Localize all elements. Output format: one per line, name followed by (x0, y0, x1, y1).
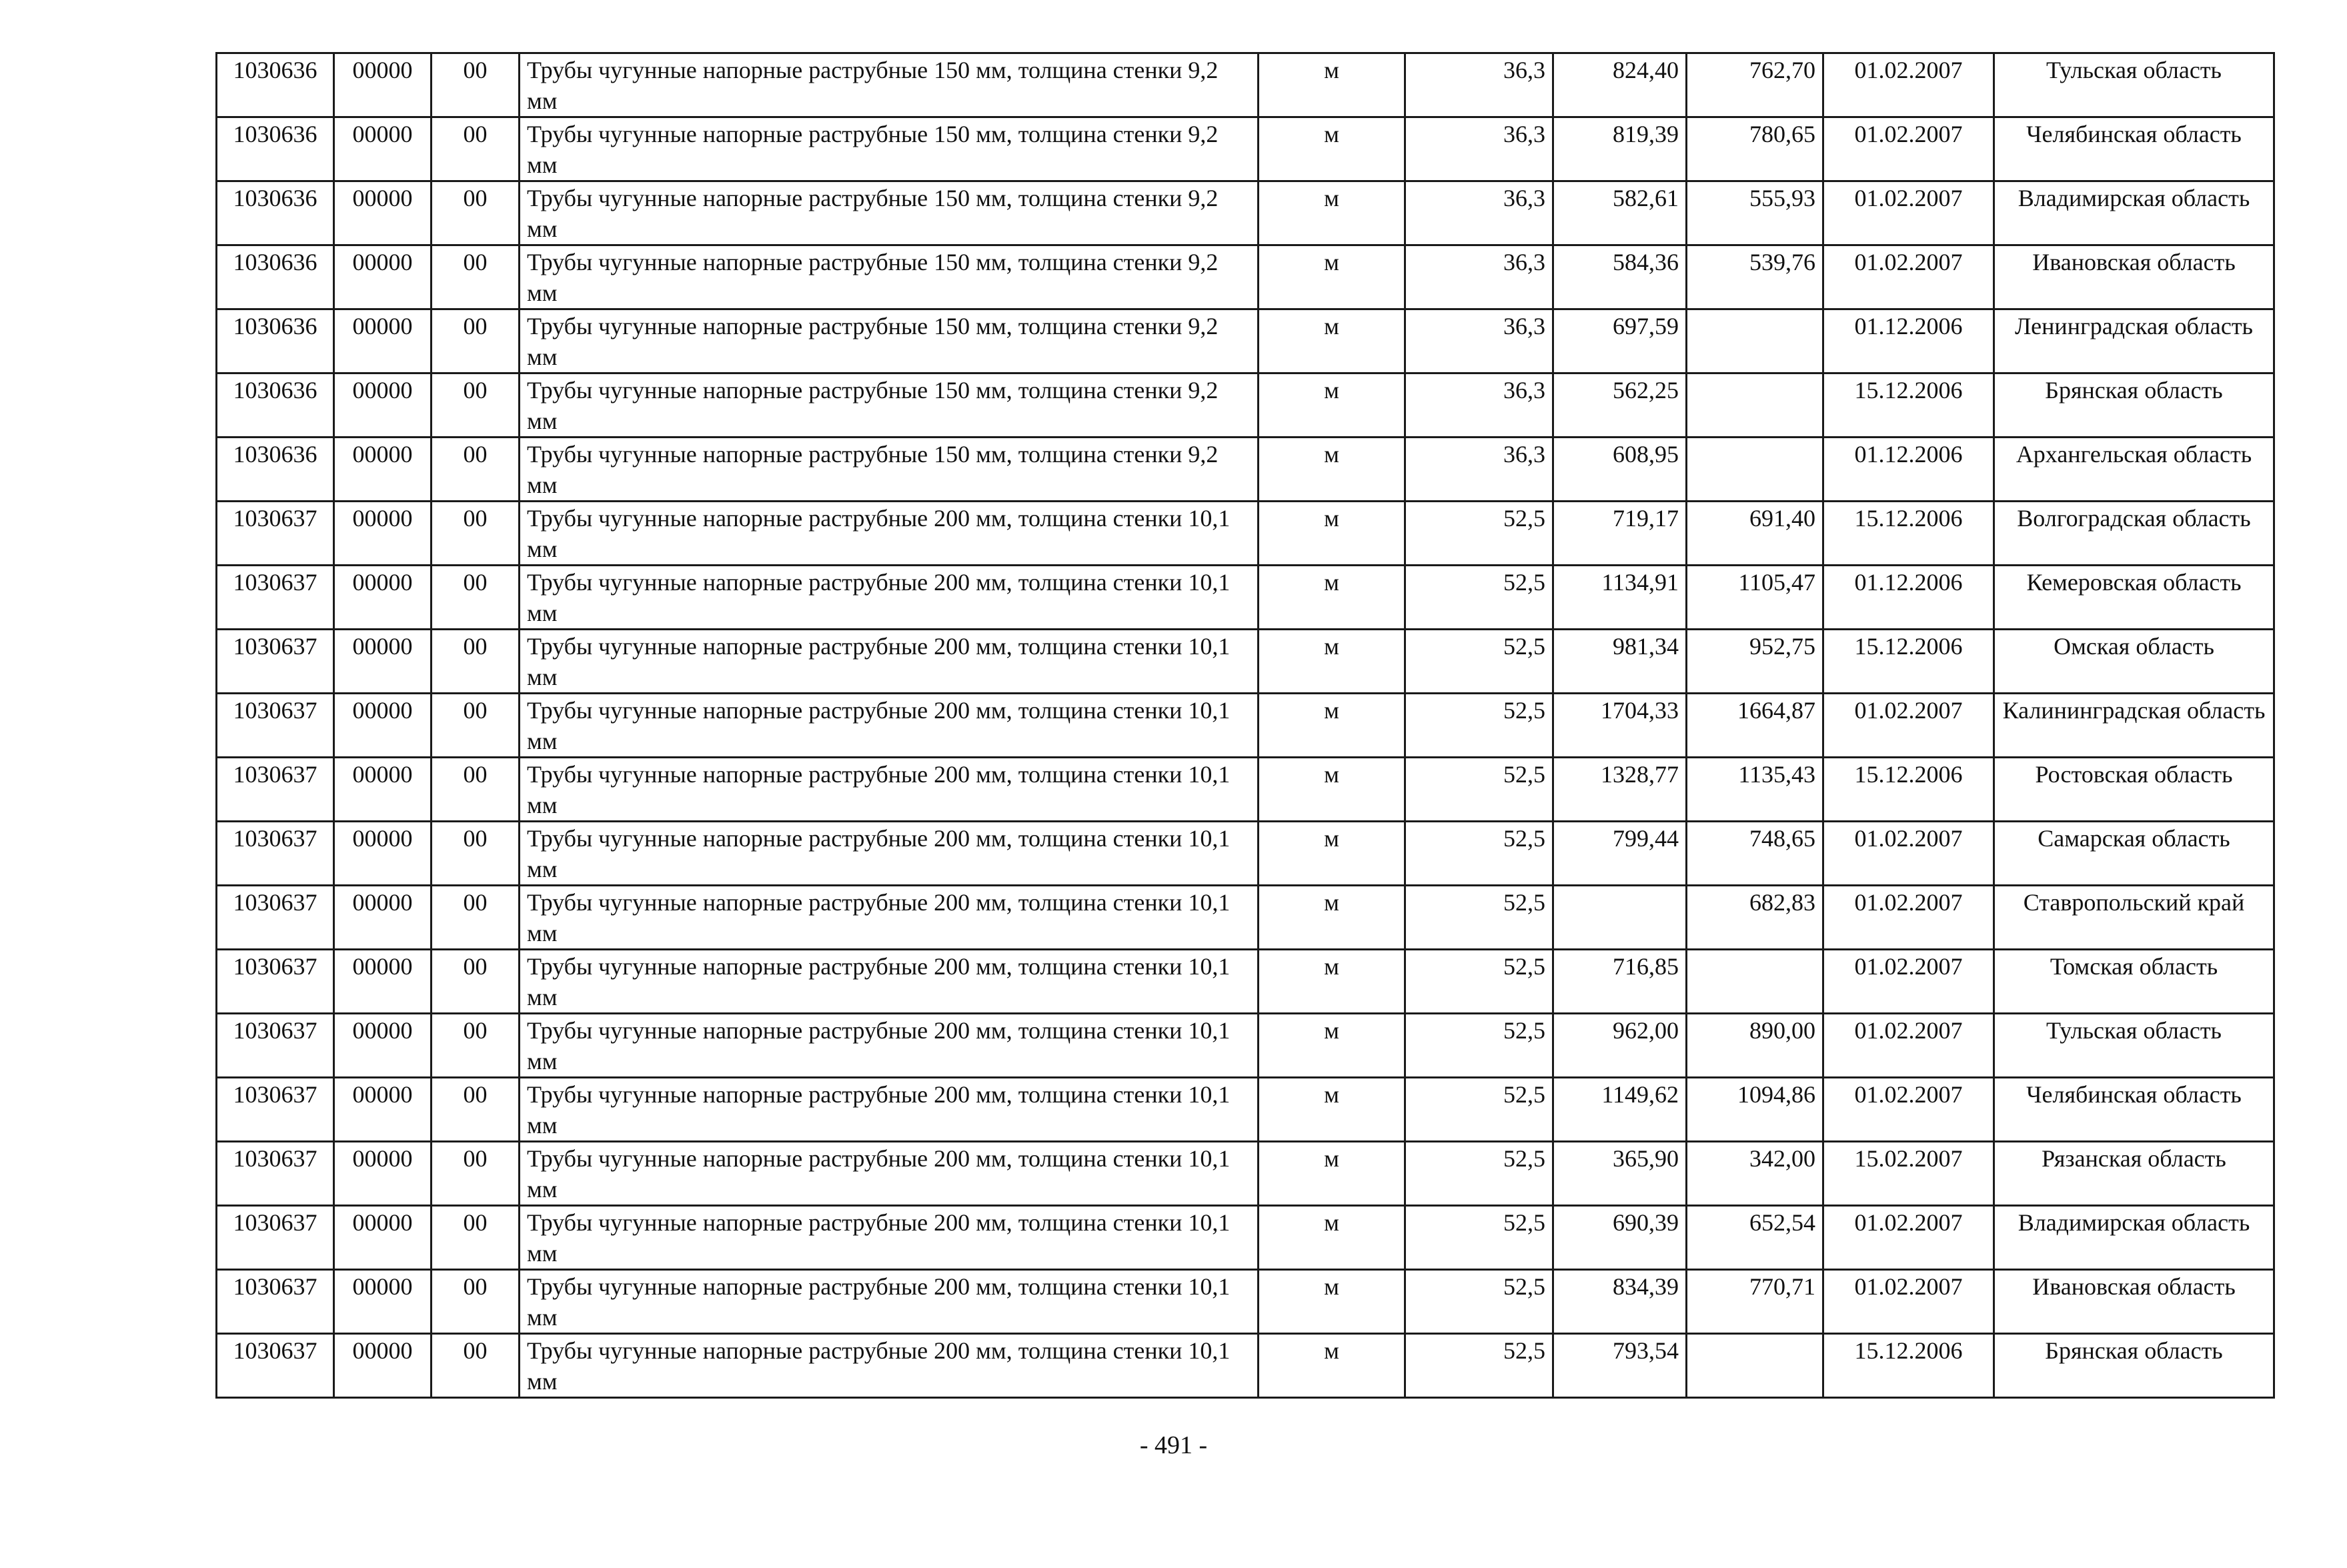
price-1-cell: 697,59 (1553, 309, 1687, 373)
product-code-cell: 1030636 (217, 53, 334, 117)
sub-code-cell: 00000 (334, 950, 432, 1014)
price-2-cell (1687, 1334, 1823, 1398)
table-body (217, 53, 2274, 1398)
table-row (217, 694, 2274, 758)
price-1-cell: 1328,77 (1553, 758, 1687, 822)
unit-cell: м (1259, 566, 1405, 630)
weight-cell: 36,3 (1405, 53, 1553, 117)
unit-cell: м (1259, 758, 1405, 822)
date-cell: 15.12.2006 (1823, 502, 1994, 566)
price-2-cell: 1105,47 (1687, 566, 1823, 630)
product-name-cell: Трубы чугунные напорные раструбные 150 мм, толщина стенки 9,2 мм (520, 309, 1259, 373)
product-name-cell: Трубы чугунные напорные раструбные 150 мм, толщина стенки 9,2 мм (520, 373, 1259, 438)
sub-code-cell: 00000 (334, 1078, 432, 1142)
region-cell: Калининградская область (1994, 694, 2274, 758)
date-cell: 15.02.2007 (1823, 1142, 1994, 1206)
version-code-cell: 00 (432, 1014, 520, 1078)
table-row (217, 53, 2274, 117)
unit-cell: м (1259, 245, 1405, 309)
product-name-cell: Трубы чугунные напорные раструбные 200 мм, толщина стенки 10,1 мм (520, 886, 1259, 950)
table-row (217, 309, 2274, 373)
sub-code-cell: 00000 (334, 1014, 432, 1078)
version-code-cell: 00 (432, 373, 520, 438)
date-cell: 01.02.2007 (1823, 694, 1994, 758)
product-code-cell: 1030637 (217, 1142, 334, 1206)
table-row (217, 886, 2274, 950)
price-2-cell: 780,65 (1687, 117, 1823, 181)
weight-cell: 36,3 (1405, 309, 1553, 373)
unit-cell: м (1259, 502, 1405, 566)
price-1-cell: 819,39 (1553, 117, 1687, 181)
table-row (217, 1014, 2274, 1078)
price-1-cell: 582,61 (1553, 181, 1687, 245)
price-1-cell: 981,34 (1553, 630, 1687, 694)
region-cell: Ивановская область (1994, 1270, 2274, 1334)
sub-code-cell: 00000 (334, 438, 432, 502)
unit-cell: м (1259, 950, 1405, 1014)
weight-cell: 52,5 (1405, 566, 1553, 630)
price-1-cell: 365,90 (1553, 1142, 1687, 1206)
sub-code-cell: 00000 (334, 1206, 432, 1270)
weight-cell: 36,3 (1405, 373, 1553, 438)
price-2-cell (1687, 950, 1823, 1014)
product-code-cell: 1030637 (217, 950, 334, 1014)
sub-code-cell: 00000 (334, 566, 432, 630)
product-name-cell: Трубы чугунные напорные раструбные 200 мм, толщина стенки 10,1 мм (520, 1142, 1259, 1206)
region-cell: Архангельская область (1994, 438, 2274, 502)
unit-cell: м (1259, 1078, 1405, 1142)
region-cell: Самарская область (1994, 822, 2274, 886)
table-row (217, 1334, 2274, 1398)
version-code-cell: 00 (432, 950, 520, 1014)
date-cell: 01.12.2006 (1823, 309, 1994, 373)
price-2-cell (1687, 438, 1823, 502)
price-2-cell: 1094,86 (1687, 1078, 1823, 1142)
price-1-cell: 793,54 (1553, 1334, 1687, 1398)
region-cell: Владимирская область (1994, 1206, 2274, 1270)
unit-cell: м (1259, 1334, 1405, 1398)
version-code-cell: 00 (432, 630, 520, 694)
unit-cell: м (1259, 53, 1405, 117)
region-cell: Ивановская область (1994, 245, 2274, 309)
unit-cell: м (1259, 438, 1405, 502)
region-cell: Брянская область (1994, 1334, 2274, 1398)
product-code-cell: 1030636 (217, 181, 334, 245)
weight-cell: 52,5 (1405, 1142, 1553, 1206)
table-row (217, 181, 2274, 245)
date-cell: 15.12.2006 (1823, 1334, 1994, 1398)
table-row (217, 373, 2274, 438)
product-name-cell: Трубы чугунные напорные раструбные 200 мм, толщина стенки 10,1 мм (520, 694, 1259, 758)
sub-code-cell: 00000 (334, 502, 432, 566)
product-name-cell: Трубы чугунные напорные раструбные 200 мм, толщина стенки 10,1 мм (520, 630, 1259, 694)
price-2-cell: 691,40 (1687, 502, 1823, 566)
product-code-cell: 1030637 (217, 1206, 334, 1270)
region-cell: Тульская область (1994, 53, 2274, 117)
unit-cell: м (1259, 373, 1405, 438)
version-code-cell: 00 (432, 53, 520, 117)
price-1-cell: 799,44 (1553, 822, 1687, 886)
table-row (217, 1078, 2274, 1142)
price-2-cell: 1135,43 (1687, 758, 1823, 822)
product-name-cell: Трубы чугунные напорные раструбные 200 мм, толщина стенки 10,1 мм (520, 950, 1259, 1014)
unit-cell: м (1259, 1142, 1405, 1206)
weight-cell: 52,5 (1405, 1334, 1553, 1398)
version-code-cell: 00 (432, 181, 520, 245)
product-name-cell: Трубы чугунные напорные раструбные 200 мм, толщина стенки 10,1 мм (520, 1014, 1259, 1078)
region-cell: Кемеровская область (1994, 566, 2274, 630)
version-code-cell: 00 (432, 886, 520, 950)
date-cell: 01.02.2007 (1823, 117, 1994, 181)
weight-cell: 36,3 (1405, 245, 1553, 309)
price-1-cell (1553, 886, 1687, 950)
table-row (217, 822, 2274, 886)
weight-cell: 52,5 (1405, 886, 1553, 950)
product-code-cell: 1030637 (217, 1014, 334, 1078)
sub-code-cell: 00000 (334, 822, 432, 886)
date-cell: 01.02.2007 (1823, 886, 1994, 950)
date-cell: 15.12.2006 (1823, 630, 1994, 694)
date-cell: 15.12.2006 (1823, 758, 1994, 822)
table-row (217, 630, 2274, 694)
table-row (217, 438, 2274, 502)
region-cell: Ставропольский край (1994, 886, 2274, 950)
weight-cell: 36,3 (1405, 438, 1553, 502)
unit-cell: м (1259, 886, 1405, 950)
sub-code-cell: 00000 (334, 1270, 432, 1334)
unit-cell: м (1259, 1270, 1405, 1334)
sub-code-cell: 00000 (334, 245, 432, 309)
sub-code-cell: 00000 (334, 1142, 432, 1206)
price-2-cell: 770,71 (1687, 1270, 1823, 1334)
region-cell: Ростовская область (1994, 758, 2274, 822)
sub-code-cell: 00000 (334, 53, 432, 117)
sub-code-cell: 00000 (334, 1334, 432, 1398)
version-code-cell: 00 (432, 438, 520, 502)
unit-cell: м (1259, 1014, 1405, 1078)
date-cell: 15.12.2006 (1823, 373, 1994, 438)
page-number: - 491 - (1139, 1431, 1208, 1459)
unit-cell: м (1259, 181, 1405, 245)
region-cell: Рязанская область (1994, 1142, 2274, 1206)
product-name-cell: Трубы чугунные напорные раструбные 150 мм, толщина стенки 9,2 мм (520, 245, 1259, 309)
sub-code-cell: 00000 (334, 694, 432, 758)
region-cell: Челябинская область (1994, 117, 2274, 181)
price-1-cell: 690,39 (1553, 1206, 1687, 1270)
product-code-cell: 1030636 (217, 438, 334, 502)
product-name-cell: Трубы чугунные напорные раструбные 150 мм, толщина стенки 9,2 мм (520, 438, 1259, 502)
price-2-cell: 652,54 (1687, 1206, 1823, 1270)
product-name-cell: Трубы чугунные напорные раструбные 200 мм, толщина стенки 10,1 мм (520, 566, 1259, 630)
date-cell: 01.02.2007 (1823, 822, 1994, 886)
price-1-cell: 834,39 (1553, 1270, 1687, 1334)
sub-code-cell: 00000 (334, 309, 432, 373)
product-name-cell: Трубы чугунные напорные раструбные 200 мм, толщина стенки 10,1 мм (520, 1334, 1259, 1398)
weight-cell: 52,5 (1405, 1270, 1553, 1334)
date-cell: 01.02.2007 (1823, 1206, 1994, 1270)
version-code-cell: 00 (432, 502, 520, 566)
region-cell: Брянская область (1994, 373, 2274, 438)
unit-cell: м (1259, 1206, 1405, 1270)
sub-code-cell: 00000 (334, 117, 432, 181)
product-name-cell: Трубы чугунные напорные раструбные 200 мм, толщина стенки 10,1 мм (520, 758, 1259, 822)
weight-cell: 52,5 (1405, 758, 1553, 822)
weight-cell: 52,5 (1405, 822, 1553, 886)
version-code-cell: 00 (432, 117, 520, 181)
price-2-cell: 342,00 (1687, 1142, 1823, 1206)
price-2-cell: 539,76 (1687, 245, 1823, 309)
weight-cell: 52,5 (1405, 1078, 1553, 1142)
price-2-cell (1687, 309, 1823, 373)
product-code-cell: 1030637 (217, 758, 334, 822)
price-1-cell: 608,95 (1553, 438, 1687, 502)
unit-cell: м (1259, 630, 1405, 694)
unit-cell: м (1259, 309, 1405, 373)
price-1-cell: 562,25 (1553, 373, 1687, 438)
date-cell: 01.02.2007 (1823, 950, 1994, 1014)
product-code-cell: 1030636 (217, 117, 334, 181)
price-1-cell: 824,40 (1553, 53, 1687, 117)
product-code-cell: 1030637 (217, 1270, 334, 1334)
region-cell: Волгоградская область (1994, 502, 2274, 566)
product-name-cell: Трубы чугунные напорные раструбные 150 мм, толщина стенки 9,2 мм (520, 181, 1259, 245)
price-1-cell: 584,36 (1553, 245, 1687, 309)
sub-code-cell: 00000 (334, 758, 432, 822)
weight-cell: 52,5 (1405, 630, 1553, 694)
product-name-cell: Трубы чугунные напорные раструбные 200 мм, толщина стенки 10,1 мм (520, 1270, 1259, 1334)
price-2-cell: 682,83 (1687, 886, 1823, 950)
version-code-cell: 00 (432, 1142, 520, 1206)
price-2-cell (1687, 373, 1823, 438)
date-cell: 01.02.2007 (1823, 181, 1994, 245)
product-code-cell: 1030637 (217, 502, 334, 566)
date-cell: 01.02.2007 (1823, 53, 1994, 117)
table-row (217, 245, 2274, 309)
date-cell: 01.02.2007 (1823, 1078, 1994, 1142)
version-code-cell: 00 (432, 1334, 520, 1398)
region-cell: Омская область (1994, 630, 2274, 694)
price-1-cell: 962,00 (1553, 1014, 1687, 1078)
version-code-cell: 00 (432, 1078, 520, 1142)
weight-cell: 52,5 (1405, 694, 1553, 758)
region-cell: Владимирская область (1994, 181, 2274, 245)
date-cell: 01.02.2007 (1823, 1270, 1994, 1334)
version-code-cell: 00 (432, 758, 520, 822)
weight-cell: 52,5 (1405, 1014, 1553, 1078)
sub-code-cell: 00000 (334, 886, 432, 950)
product-code-cell: 1030637 (217, 694, 334, 758)
version-code-cell: 00 (432, 822, 520, 886)
table-row (217, 1270, 2274, 1334)
version-code-cell: 00 (432, 694, 520, 758)
region-cell: Тульская область (1994, 1014, 2274, 1078)
version-code-cell: 00 (432, 566, 520, 630)
weight-cell: 52,5 (1405, 1206, 1553, 1270)
price-1-cell: 716,85 (1553, 950, 1687, 1014)
region-cell: Ленинградская область (1994, 309, 2274, 373)
date-cell: 01.02.2007 (1823, 1014, 1994, 1078)
product-name-cell: Трубы чугунные напорные раструбные 200 мм, толщина стенки 10,1 мм (520, 1206, 1259, 1270)
table-row (217, 1206, 2274, 1270)
sub-code-cell: 00000 (334, 630, 432, 694)
price-2-cell: 748,65 (1687, 822, 1823, 886)
product-code-cell: 1030637 (217, 630, 334, 694)
date-cell: 01.12.2006 (1823, 566, 1994, 630)
price-table (215, 52, 2275, 1399)
table-row (217, 117, 2274, 181)
product-name-cell: Трубы чугунные напорные раструбные 200 мм, толщина стенки 10,1 мм (520, 502, 1259, 566)
date-cell: 01.12.2006 (1823, 438, 1994, 502)
unit-cell: м (1259, 822, 1405, 886)
version-code-cell: 00 (432, 309, 520, 373)
date-cell: 01.02.2007 (1823, 245, 1994, 309)
product-name-cell: Трубы чугунные напорные раструбные 200 мм, толщина стенки 10,1 мм (520, 822, 1259, 886)
weight-cell: 52,5 (1405, 502, 1553, 566)
price-1-cell: 1149,62 (1553, 1078, 1687, 1142)
weight-cell: 52,5 (1405, 950, 1553, 1014)
table-row (217, 758, 2274, 822)
product-code-cell: 1030637 (217, 822, 334, 886)
price-1-cell: 1704,33 (1553, 694, 1687, 758)
product-name-cell: Трубы чугунные напорные раструбные 200 мм, толщина стенки 10,1 мм (520, 1078, 1259, 1142)
table-row (217, 1142, 2274, 1206)
product-name-cell: Трубы чугунные напорные раструбные 150 мм, толщина стенки 9,2 мм (520, 117, 1259, 181)
table-row (217, 566, 2274, 630)
product-code-cell: 1030636 (217, 245, 334, 309)
price-2-cell: 762,70 (1687, 53, 1823, 117)
sub-code-cell: 00000 (334, 373, 432, 438)
version-code-cell: 00 (432, 1270, 520, 1334)
weight-cell: 36,3 (1405, 181, 1553, 245)
table-row (217, 950, 2274, 1014)
weight-cell: 36,3 (1405, 117, 1553, 181)
unit-cell: м (1259, 694, 1405, 758)
price-2-cell: 890,00 (1687, 1014, 1823, 1078)
version-code-cell: 00 (432, 245, 520, 309)
product-code-cell: 1030637 (217, 1334, 334, 1398)
price-1-cell: 719,17 (1553, 502, 1687, 566)
product-code-cell: 1030637 (217, 1078, 334, 1142)
product-code-cell: 1030637 (217, 566, 334, 630)
region-cell: Челябинская область (1994, 1078, 2274, 1142)
unit-cell: м (1259, 117, 1405, 181)
product-code-cell: 1030637 (217, 886, 334, 950)
price-1-cell: 1134,91 (1553, 566, 1687, 630)
price-2-cell: 1664,87 (1687, 694, 1823, 758)
table-row (217, 502, 2274, 566)
product-code-cell: 1030636 (217, 309, 334, 373)
product-name-cell: Трубы чугунные напорные раструбные 150 мм, толщина стенки 9,2 мм (520, 53, 1259, 117)
region-cell: Томская область (1994, 950, 2274, 1014)
price-2-cell: 555,93 (1687, 181, 1823, 245)
sub-code-cell: 00000 (334, 181, 432, 245)
price-2-cell: 952,75 (1687, 630, 1823, 694)
version-code-cell: 00 (432, 1206, 520, 1270)
product-code-cell: 1030636 (217, 373, 334, 438)
